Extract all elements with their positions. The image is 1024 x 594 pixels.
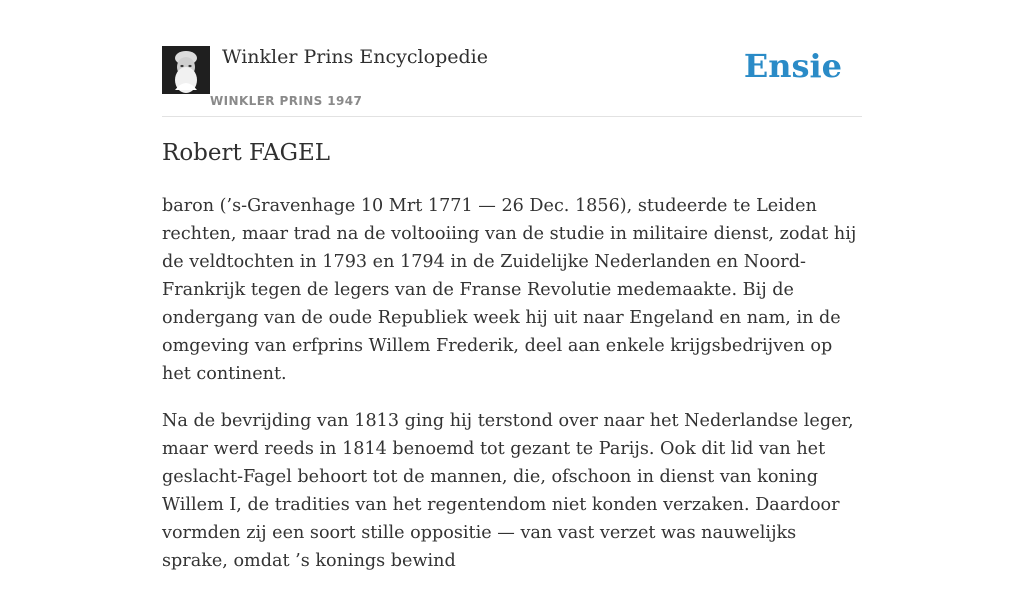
article-body — [162, 192, 862, 594]
author-avatar-icon[interactable] — [162, 46, 210, 94]
article-paragraph-2: Na de bevrijding van 1813 ging hij terstond over naar het Nederlandse leger, maar werd reeds in 1814 benoemd tot gezant te Parijs. Ook dit lid van het geslacht-Fagel behoort tot de mannen, die, ofschoon in dienst van koning Willem I, de tradities van het regentendom niet konden verzaken. Daardoor vormden zij een soort stille oppositie — van vast verzet was nauwelijks sprake, omdat ’s konings bewind — [162, 411, 854, 571]
article-paragraph-1: baron (’s-Gravenhage 10 Mrt 1771 — 26 Dec. 1856), studeerde te Leiden rechten, maar trad na de voltooiing van de studie in militaire dienst, zodat hij de veldtochten in 1793 en 1794 in de Zuidelijke Nederlanden en Noord-Frankrijk tegen de legers van de Franse Revolutie medemaakte. Bij de ondergang van de oude Republiek week hij uit naar Engeland en nam, in de omgeving van erfprins Willem Frederik, deel aan enkele krijgsbedrijven op het continent. — [162, 196, 857, 384]
ensie-logo[interactable]: Ensie — [743, 47, 842, 85]
page-container — [162, 0, 862, 571]
site-name[interactable]: Winkler Prins Encyclopedie — [222, 46, 488, 68]
article-title: Robert FAGEL — [162, 140, 331, 166]
edition-label[interactable]: WINKLER PRINS 1947 — [210, 94, 363, 108]
site-header — [162, 0, 862, 117]
